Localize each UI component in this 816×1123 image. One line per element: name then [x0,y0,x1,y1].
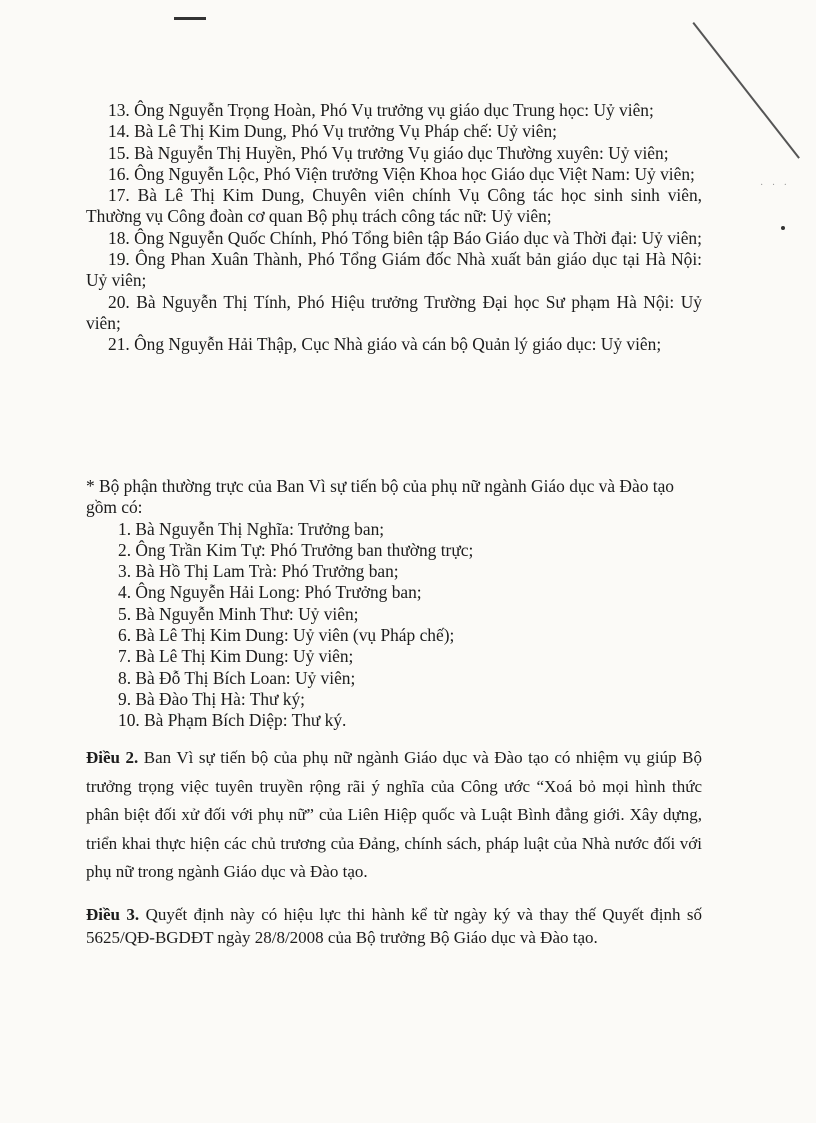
member-item: 16. Ông Nguyễn Lộc, Phó Viện trưởng Viện Khoa học Giáo dục Việt Nam: Uỷ viên; [108,163,695,184]
member-item: 15. Bà Nguyễn Thị Huyền, Phó Vụ trưởng Vụ giáo dục Thường xuyên: Uỷ viên; [108,142,669,163]
standing-item: 8. Bà Đỗ Thị Bích Loan: Uỷ viên; [118,667,356,688]
member-item: 17. Bà Lê Thị Kim Dung, Chuyên viên chính Vụ Công tác học sinh sinh viên, Thường vụ Công đoàn cơ quan Bộ phụ trách công tác nữ: Uỷ viên; [86,185,702,227]
article-3-paragraph [86,904,702,949]
article-2-paragraph [86,744,702,887]
article-2-label: Điều 2. [86,748,139,767]
scan-noise: · · · [760,180,790,191]
article-3 [86,904,702,949]
member-list [86,100,702,356]
article-3-text: Quyết định này có hiệu lực thi hành kể từ ngày ký và thay thế Quyết định số 5625/QĐ-BGDĐT ngày 28/8/2008 của Bộ trưởng Bộ Giáo dục và Đào tạo. [86,905,702,947]
article-3-label: Điều 3. [86,905,140,924]
standing-item: 4. Ông Nguyễn Hải Long: Phó Trưởng ban; [118,582,422,603]
standing-item: 3. Bà Hồ Thị Lam Trà: Phó Trưởng ban; [118,561,399,582]
member-item: 21. Ông Nguyễn Hải Thập, Cục Nhà giáo và cán bộ Quản lý giáo dục: Uỷ viên; [108,334,662,355]
standing-item: 6. Bà Lê Thị Kim Dung: Uỷ viên (vụ Pháp chế); [118,625,455,646]
member-item: 18. Ông Nguyễn Quốc Chính, Phó Tổng biên tập Báo Giáo dục và Thời đại: Uỷ viên; [108,227,702,248]
scan-mark-top [174,17,206,20]
article-2 [86,744,702,887]
standing-item: 10. Bà Phạm Bích Diệp: Thư ký. [118,710,347,731]
standing-item: 7. Bà Lê Thị Kim Dung: Uỷ viên; [118,646,354,667]
scan-dot [781,226,785,230]
standing-item: 1. Bà Nguyễn Thị Nghĩa: Trưởng ban; [118,518,385,539]
member-item: 20. Bà Nguyễn Thị Tính, Phó Hiệu trưởng Trường Đại học Sư phạm Hà Nội: Uỷ viên; [86,291,702,333]
article-2-text: Ban Vì sự tiến bộ của phụ nữ ngành Giáo dục và Đào tạo có nhiệm vụ giúp Bộ trưởng trọng việc tuyên truyền rộng rãi ý nghĩa của Công ước “Xoá bỏ mọi hình thức phân biệt đối xử đối với phụ nữ” của Liên Hiệp quốc và Luật Bình đẳng giới. Xây dựng, triển khai thực hiện các chủ trương của Đảng, chính sách, pháp luật của Nhà nước đối với phụ nữ trong ngành Giáo dục và Đào tạo. [86,748,703,882]
standing-item: 5. Bà Nguyễn Minh Thư: Uỷ viên; [118,603,359,624]
standing-item: 2. Ông Trần Kim Tự: Phó Trưởng ban thường trực; [118,539,474,560]
standing-intro: * Bộ phận thường trực của Ban Vì sự tiến bộ của phụ nữ ngành Giáo dục và Đào tạo gồm có: [86,476,674,518]
member-item: 19. Ông Phan Xuân Thành, Phó Tổng Giám đốc Nhà xuất bản giáo dục tại Hà Nội: Uỷ viên; [86,249,702,291]
scan-edge-line [693,22,800,158]
member-item: 13. Ông Nguyễn Trọng Hoàn, Phó Vụ trưởng vụ giáo dục Trung học: Uỷ viên; [108,100,654,120]
standing-item: 9. Bà Đào Thị Hà: Thư ký; [118,688,306,709]
standing-committee [86,476,702,732]
member-item: 14. Bà Lê Thị Kim Dung, Phó Vụ trưởng Vụ Pháp chế: Uỷ viên; [108,121,558,142]
